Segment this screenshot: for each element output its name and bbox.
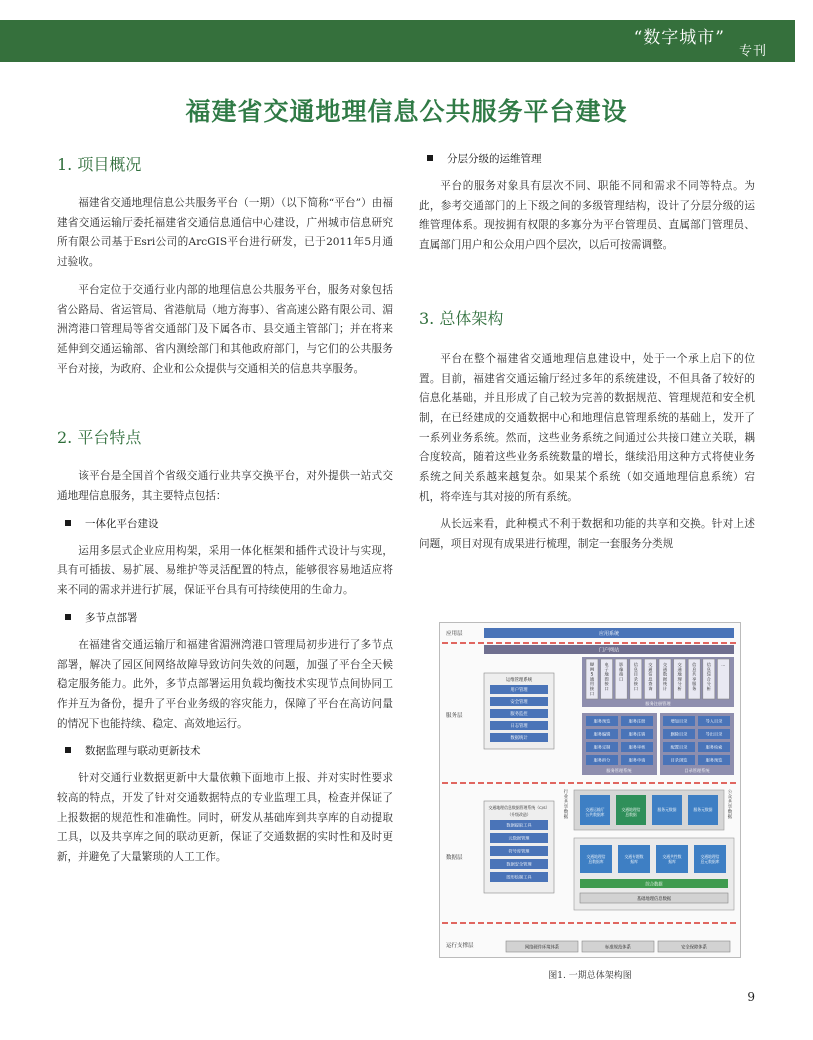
feature-title: 一体化平台建设 (85, 517, 159, 530)
interface-item-label: M (590, 666, 594, 672)
interface-item-label: 信 (633, 662, 638, 667)
data-mgmt-item-label: 符号库管理 (508, 848, 530, 854)
svc-grid-item-label: 增加目录 (670, 718, 688, 724)
industry-data-label: 行 (563, 790, 569, 795)
interface-item-label: 计 (662, 686, 668, 691)
interface-item-label: … (721, 662, 726, 667)
interface-item-label: 接 (619, 671, 624, 677)
architecture-diagram (440, 623, 740, 957)
interface-item-label: 息 (633, 666, 638, 672)
ops-mgmt-item-label: 数据统计 (510, 736, 528, 742)
article-title: 福建省交通地理信息公共服务平台建设 (185, 97, 628, 126)
paragraph: 该平台是全国首个省级交通行业共享交换平台，对外提供一站式交通地理信息服务，其主要特点包括： (57, 470, 393, 503)
interface-item-label: 电 (604, 662, 609, 667)
interface-item-label: 据 (662, 676, 668, 682)
interface-item-label: 查 (648, 681, 653, 687)
paragraph: 针对交通行业数据更新中大量依赖下面地市上报、并对实时性要求较高的特点，开发了针对交通数据特点的专业监理工具，检查并保证了上报数据的规范性和准确性。同时，研发从基础库到共享库的自动提取工具，以及共享库之间的联动更新，保证了交通数据的实时性和及时更新，并避免了大量繁琐的人工工作。 (57, 772, 393, 864)
feature-title: 分层分级的运维管理 (447, 153, 542, 165)
data-mgmt-item-label: 数据提取工具 (506, 822, 532, 828)
section-heading: 3. 总体架构 (419, 308, 504, 328)
industry-data-label: 数 (563, 810, 569, 815)
service-reg-label: 服务注册管理 (645, 701, 671, 706)
paragraph: 从长远来看，此种模式不利于数据和功能的共享和交换。针对上述问题，项目对现有成果进行梳理，制定一套服务分类规 (419, 518, 755, 551)
interface-item-label: 统 (662, 681, 668, 687)
interface-item-label: 享 (692, 676, 697, 682)
industry-data-label: 享 (563, 805, 569, 810)
data-mgmt-item-label: 元数据管理 (508, 835, 530, 841)
interface-item-label: 通 (589, 676, 595, 682)
feature-title: 数据监理与联动更新技术 (85, 745, 201, 758)
ops-item-label: 标准规范体系 (605, 945, 631, 951)
db-bottom-label: 据库 (630, 859, 638, 864)
interface-item-label: 通 (662, 666, 668, 672)
db-top-label: 息数据 (625, 812, 637, 817)
db-bottom-label: 交通专题数 (624, 854, 644, 859)
paragraph: 运用多层式企业应用构架，采用一体化框架和插件式设计与实现，具有可插拔、易扩展、易维护等灵活配置的特点，能够很容易地适应将来不同的需求并进行扩展，保证平台具有可持续使用的生命力。 (57, 544, 393, 597)
interface-item-label: 口 (589, 690, 595, 696)
interface-item-label: 口 (633, 686, 638, 691)
svc-grid-item-label: 服务检索 (705, 744, 723, 750)
svc-grid-item-label: 导出目录 (705, 731, 723, 737)
interface-item-label: 理 (677, 676, 682, 682)
interface-item-label: W (589, 662, 595, 667)
square-bullet-icon (427, 155, 433, 161)
svc-grid-item-label: 服务编辑 (593, 731, 611, 737)
paragraph: 平台定位于交通行业内部的地理信息公共服务平台，服务对象包括省公路局、省运管局、省港航局（地方海事）、省高速公路有限公司、湄洲湾港口管理局等省交通部门及下属各市、县交通主管部门；并在将来延伸到交通运输部、省内测绘部门和其他政府部门，与它们的公共服务平台对接，为政府、企业和公众提供与交通相关的信息共享服务。 (57, 283, 393, 375)
industry-data-label: 共 (563, 800, 569, 805)
layer-label: 应用层 (446, 631, 463, 637)
db-top-label: 服务元数据 (657, 807, 677, 812)
feature-heading (57, 515, 393, 534)
layer-label: 服务层 (446, 713, 463, 719)
public-data-label: 共 (727, 800, 733, 805)
data-mgmt-item-label: 图形绘制工具 (506, 874, 532, 880)
section-heading: 1. 项目概况 (57, 155, 142, 174)
interface-item-label: 地 (604, 671, 609, 677)
app-system-label: 应用系统 (598, 631, 620, 637)
interface-item-label: 子 (604, 666, 609, 672)
svc-grid-item-label: 服务拆分 (593, 757, 611, 763)
data-mgmt-sub: （升级改造） (507, 812, 531, 817)
feature-heading (419, 150, 755, 169)
square-bullet-icon (65, 747, 71, 753)
portal-label: 门户网站 (598, 647, 620, 654)
interface-item-label: 用 (589, 681, 595, 687)
interface-item-label: 信 (692, 662, 697, 667)
db-top-label: 服务元数据 (693, 807, 713, 812)
svc-grid-item-label: 服务注销 (628, 731, 646, 737)
db-top-label: 交通运输厅 (585, 807, 605, 812)
interface-item-label: 析 (706, 686, 711, 691)
interface-item-label: 息 (692, 666, 697, 672)
db-bottom-label: 息数据库 (588, 859, 604, 864)
public-data-label: 公 (727, 790, 733, 795)
interface-item-label: 信 (648, 671, 653, 677)
feature-heading (57, 609, 393, 628)
public-data-label: 据 (727, 815, 733, 820)
svc-grid-right-label: 目录管理系统 (684, 768, 710, 773)
ops-mgmt-item-label: 服务监控 (510, 712, 528, 718)
ops-mgmt-item-label: 日志管理 (510, 724, 528, 730)
interface-item-label: 析 (677, 686, 682, 691)
industry-data-label: 据 (563, 815, 569, 820)
interface-item-label: 接 (589, 686, 595, 691)
ops-item-label: 安全保障体系 (681, 945, 707, 951)
db-bottom-label: 据库 (668, 859, 676, 864)
interface-item-label: 数 (662, 671, 668, 677)
interface-item-label: 交 (677, 662, 682, 667)
interface-item-label: S (590, 671, 594, 677)
data-mgmt-item-label: 数据安全管理 (506, 861, 532, 867)
ops-mgmt-item-label: 安全管理 (510, 700, 528, 706)
interface-item-label: 录 (633, 676, 638, 682)
interface-item-label: 综 (706, 671, 711, 677)
svc-grid-item-label: 服务申请 (628, 757, 646, 763)
interface-item-label: 信 (706, 662, 711, 667)
svc-grid-item-label: 目录浏览 (670, 757, 688, 763)
public-data-label: 众 (727, 795, 733, 800)
interface-item-label: 通 (648, 666, 653, 672)
interface-item-label: 询 (648, 686, 653, 691)
interface-item-label: 合 (706, 676, 711, 682)
ops-item-label: 网络硬件环境体系 (524, 945, 560, 951)
square-bullet-icon (65, 614, 71, 620)
paragraph: 在福建省交通运输厅和福建省湄洲湾港口管理局初步进行了多节点部署，解决了园区间网络故障导致访问失效的问题，加强了平台全天候稳定服务能力。此外，多节点部署运用负载均衡技术实现节点间协同工作并互为备份，提升了平台业务级的容灾能力，保障了平台在高访问量的情况下也能持续、稳定、高效地运行。 (57, 638, 393, 730)
interface-item-label: 影 (619, 662, 624, 667)
layer-label: 运行支撑层 (446, 943, 474, 949)
data-mgmt-title: 交通地理信息数据管理系统（C/S） (488, 805, 550, 810)
ops-mgmt-item-label: 用户管理 (510, 688, 528, 694)
figure-caption: 图1. 一期总体架构图 (548, 971, 632, 981)
right-column (419, 150, 755, 563)
interface-item-label: 口 (604, 686, 609, 691)
square-bullet-icon (65, 520, 71, 526)
interface-item-label: 地 (677, 671, 682, 677)
interface-item-label: 目 (633, 671, 638, 677)
svc-grid-item-label: 删除目录 (670, 731, 688, 737)
public-data-label: 数 (727, 810, 733, 815)
interface-item-label: 分 (677, 681, 682, 687)
svc-grid-item-label: 配置目录 (670, 744, 688, 750)
feature-title: 多节点部署 (85, 611, 138, 624)
interface-item-label: 息 (648, 676, 653, 682)
interface-item-label: 息 (706, 666, 711, 672)
interface-item-label: 务 (692, 686, 697, 691)
public-data-label: 享 (727, 805, 733, 810)
feature-heading (57, 742, 393, 761)
header-banner (0, 20, 795, 62)
interface-item-label: 服 (692, 681, 697, 687)
interface-item-label: 分 (706, 681, 711, 687)
left-column (57, 150, 393, 876)
interface-item-label: 口 (619, 676, 624, 682)
interface-item-label: 交 (648, 662, 653, 667)
db-bottom-label: 交通地理信 (700, 854, 720, 859)
db-bottom-label: 交通地理信 (586, 854, 606, 859)
svc-grid-left-label: 服务管理系统 (606, 768, 632, 773)
db-top-label: 公共数据库 (585, 812, 605, 817)
db-bottom-label: 息元数据库 (700, 859, 720, 864)
paragraph: 福建省交通地理信息公共服务平台（一期）（以下简称“平台”）由福建省交通运输厅委托福建省交通信息通信中心建设，广州城市信息研究所有限公司基于Esri公司的ArcGIS平台进行研发，已于2011年5月通过验收。 (57, 197, 393, 269)
svc-grid-item-label: 导入目录 (705, 718, 723, 724)
inner-bar1-label: 综合数据 (645, 882, 663, 888)
series-title: “数字城市” (633, 28, 725, 48)
interface-item-label: 接 (604, 681, 609, 687)
interface-item-label: 共 (692, 671, 697, 677)
paragraph: 平台在整个福建省交通地理信息建设中，处于一个承上启下的位置。目前，福建省交通运输厅经过多年的系统建设，不但具备了较好的信息化基础，并且形成了自己较为完善的数据规范、管理规范和安全机制，在已经建成的交通数据中心和地理信息管理系统的基础上，发开了一系列业务系统。然而，这些业务系统之间通过公共接口建立关联，耦合度较高，随着这些业务系统数量的增长，继续沿用这种方式将使业务系统之间关系越来越复杂。如果某个系统（如交通地理信息系统）宕机，将牵连与其对接的所有系统。 (419, 352, 755, 503)
ops-mgmt-title: 运维管理系统 (505, 678, 533, 683)
svc-grid-item-label: 服务预览 (705, 757, 723, 763)
db-bottom-label: 交通共性数 (662, 854, 682, 859)
interface-item-label: 交 (662, 662, 668, 667)
paragraph: 平台的服务对象具有层次不同、职能不同和需求不同等特点。为此，参考交通部门的上下级之间的多级管理结构，设计了分层分级的运维管理体系。现按拥有权限的多寡分为平台管理员、直属部门管理员、直属部门用户和公众用户四个层次，以后可按需调整。 (419, 180, 755, 252)
svc-grid-item-label: 服务注册 (628, 718, 646, 724)
svc-grid-item-label: 服务预览 (593, 718, 611, 724)
industry-data-label: 业 (563, 795, 569, 800)
layer-label: 数据层 (446, 855, 463, 861)
interface-item-label: 图 (604, 676, 609, 682)
column-label: 专刊 (738, 44, 767, 59)
page-number: 9 (747, 990, 755, 1004)
section-heading: 2. 平台特点 (57, 428, 142, 448)
interface-item-label: 接 (633, 681, 638, 687)
db-top-label: 交通地理信 (621, 807, 641, 812)
architecture-figure (439, 622, 741, 958)
svc-grid-item-label: 服务定制 (593, 744, 611, 750)
inner-bar2-label: 基础地理信息数据 (636, 897, 672, 902)
interface-item-label: 像 (619, 666, 624, 672)
svc-grid-item-label: 服务审核 (628, 744, 646, 750)
interface-item-label: 通 (677, 666, 682, 672)
